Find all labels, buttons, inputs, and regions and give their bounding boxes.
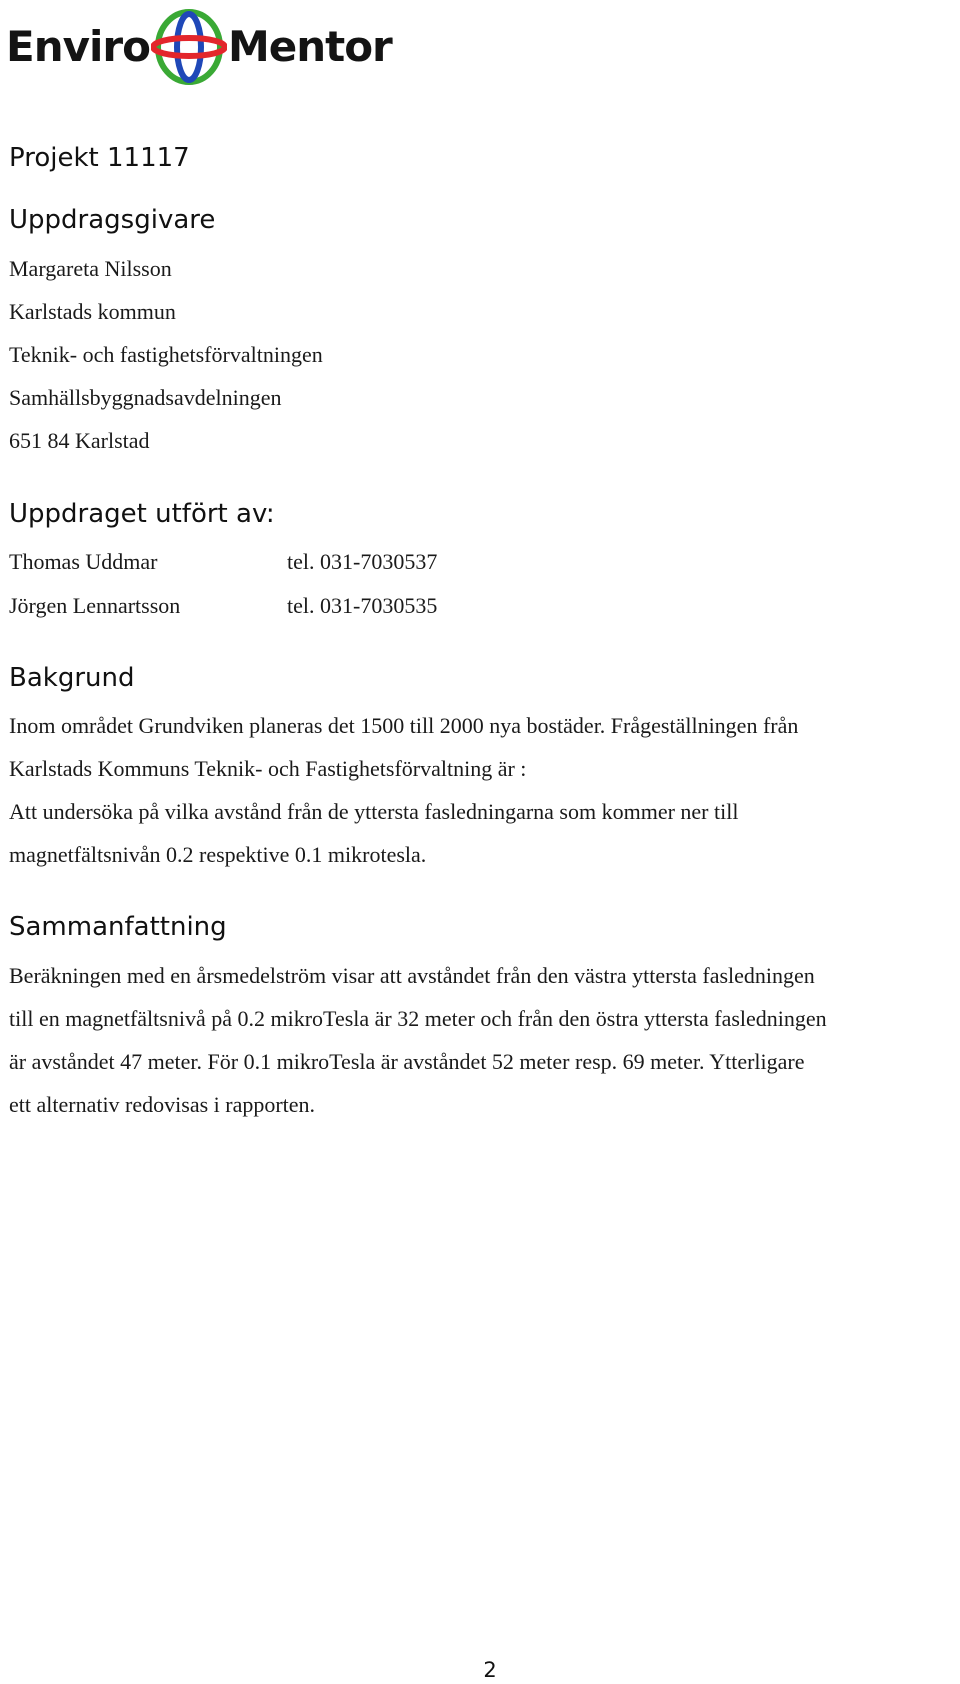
- contact-name: Jörgen Lennartsson: [9, 593, 181, 618]
- background-text-line: Inom området Grundviken planeras det 1500 till 2000 nya bostäder. Frågeställningen från: [9, 713, 799, 738]
- background-heading: Bakgrund: [9, 663, 135, 693]
- summary-heading: Sammanfattning: [9, 912, 227, 942]
- project-title: Projekt 11117: [9, 143, 190, 173]
- summary-text-line: till en magnetfältsnivå på 0.2 mikroTesla är 32 meter och från den östra yttersta fasledningen: [9, 1006, 827, 1031]
- background-text-line: magnetfältsnivån 0.2 respektive 0.1 mikrotesla.: [9, 842, 427, 867]
- summary-text-line: ett alternativ redovisas i rapporten.: [9, 1092, 316, 1117]
- summary-text-line: Beräkningen med en årsmedelström visar att avståndet från den västra yttersta fasledningen: [9, 963, 815, 988]
- background-text-line: Att undersöka på vilka avstånd från de yttersta fasledningarna som kommer ner till: [9, 799, 739, 824]
- contact-phone: tel. 031-7030537: [287, 549, 438, 574]
- contact-phone: tel. 031-7030535: [287, 593, 438, 618]
- performed-by-heading: Uppdraget utfört av:: [9, 499, 275, 529]
- logo-word-mentor: Mentor: [227, 22, 392, 71]
- envirommentor-logo: [6, 8, 392, 86]
- client-department: Teknik- och fastighetsförvaltningen: [9, 342, 323, 367]
- logo-word-enviro: Enviro: [6, 22, 150, 71]
- client-organisation: Karlstads kommun: [9, 299, 176, 324]
- client-division: Samhällsbyggnadsavdelningen: [9, 385, 282, 410]
- client-postal-address: 651 84 Karlstad: [9, 428, 150, 453]
- page-number: 2: [483, 1658, 497, 1682]
- client-heading: Uppdragsgivare: [9, 205, 216, 235]
- client-name: Margareta Nilsson: [9, 256, 172, 281]
- globe-icon: [151, 8, 227, 86]
- summary-text-line: är avståndet 47 meter. För 0.1 mikroTesla är avståndet 52 meter resp. 69 meter. Ytterligare: [9, 1049, 805, 1074]
- contact-name: Thomas Uddmar: [9, 549, 158, 574]
- background-text-line: Karlstads Kommuns Teknik- och Fastighetsförvaltning är :: [9, 756, 527, 781]
